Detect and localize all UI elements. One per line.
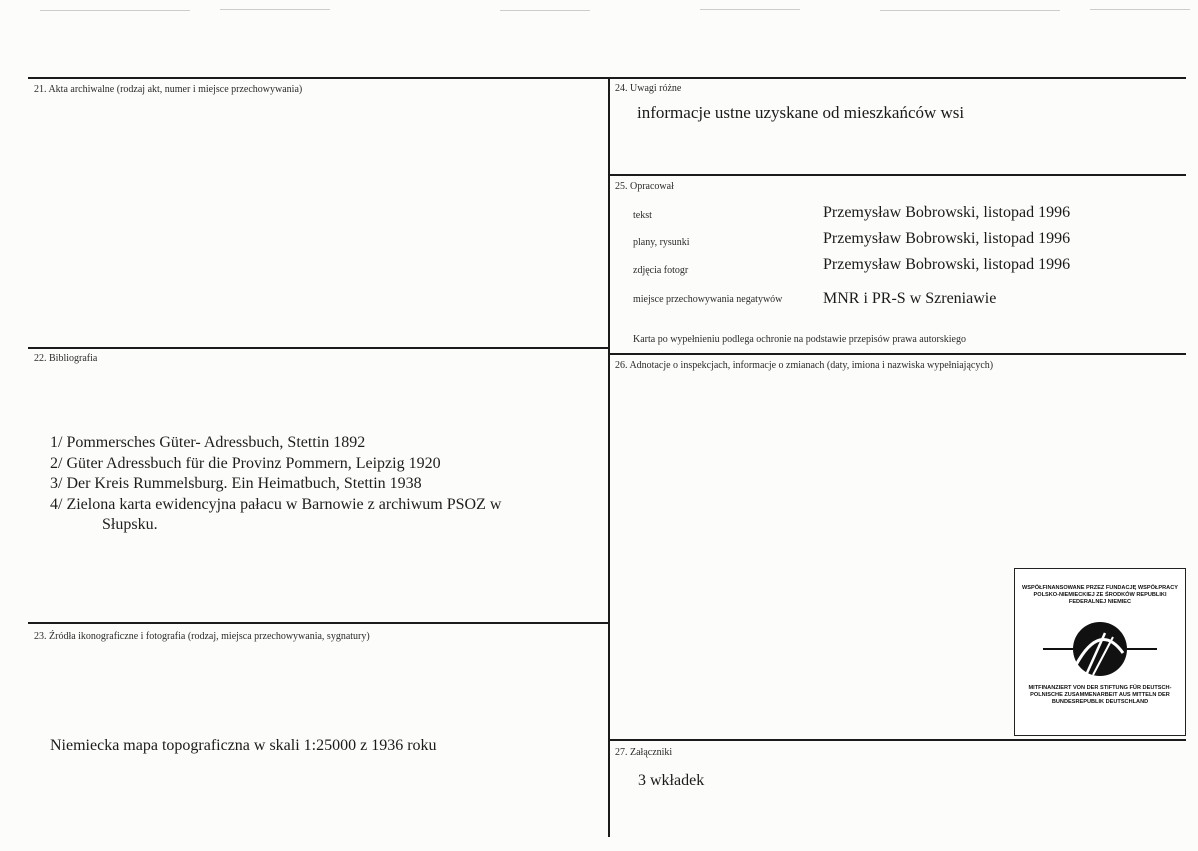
bibliography-item: 2/ Güter Adressbuch für die Provinz Pommern, Leipzig 1920 <box>50 454 441 472</box>
section-27-value: 3 wkładek <box>638 772 705 789</box>
section-24-label: 24. Uwagi różne <box>615 83 682 94</box>
bibliography-item-continuation: Słupsku. <box>102 516 158 533</box>
center-divider <box>608 77 610 837</box>
divider-26 <box>609 353 1186 355</box>
bibliography-item: 1/ Pommersches Güter- Adressbuch, Stettin 1892 <box>50 434 366 451</box>
scan-artifact-line <box>500 10 590 11</box>
scan-artifact-line <box>220 9 330 10</box>
divider-23 <box>28 622 609 624</box>
bridge-logo-icon <box>1043 619 1157 679</box>
author-row-label: miejsce przechowywania negatywów <box>633 294 783 305</box>
sponsor-text-polish: WSPÓŁFINANSOWANE PRZEZ FUNDACJĘ WSPÓŁPRACY POLSKO-NIEMIECKIEJ ZE ŚRODKÓW REPUBLIKI FEDERALNEJ NIEMIEC <box>1021 585 1178 605</box>
divider-22 <box>28 347 609 349</box>
bibliography-list <box>50 433 501 536</box>
section-23-label: 23. Źródła ikonograficzne i fotografia (rodzaj, miejsca przechowywania, sygnatury) <box>34 631 370 642</box>
scan-artifact-line <box>880 10 1060 11</box>
author-row-value: Przemysław Bobrowski, listopad 1996 <box>823 230 1071 247</box>
scan-artifact-line <box>700 9 800 10</box>
bibliography-item: 3/ Der Kreis Rummelsburg. Ein Heimatbuch, Stettin 1938 <box>50 475 422 492</box>
author-row-label: tekst <box>633 210 652 221</box>
section-21-label: 21. Akta archiwalne (rodzaj akt, numer i miejsce przechowywania) <box>34 84 303 95</box>
section-24-value: informacje ustne uzyskane od mieszkańców wsi <box>637 103 965 122</box>
sponsor-text-german: MITFINANZIERT VON DER STIFTUNG FÜR DEUTSCH-POLNISCHE ZUSAMMENARBEIT AUS MITTELN DER BUNDESREPUBLIK DEUTSCHLAND <box>1028 685 1172 705</box>
copyright-note: Karta po wypełnieniu podlega ochronie na podstawie przepisów prawa autorskiego <box>633 334 966 345</box>
scan-artifact-line <box>40 10 190 11</box>
bibliography-item: 4/ Zielona karta ewidencyjna pałacu w Barnowie z archiwum PSOZ w <box>50 495 502 513</box>
author-row-value: Przemysław Bobrowski, listopad 1996 <box>823 256 1071 273</box>
top-rule <box>28 77 1186 79</box>
divider-27 <box>609 739 1186 741</box>
author-row-label: zdjęcia fotogr <box>633 265 689 276</box>
sponsor-box <box>1014 568 1186 736</box>
section-25-label: 25. Opracował <box>615 181 674 192</box>
author-row-value: Przemysław Bobrowski, listopad 1996 <box>823 204 1071 221</box>
scan-artifact-line <box>1090 9 1190 10</box>
author-row-value: MNR i PR-S w Szreniawie <box>823 290 997 307</box>
section-23-value: Niemiecka mapa topograficzna w skali 1:25000 z 1936 roku <box>50 737 437 754</box>
section-27-label: 27. Załączniki <box>615 747 673 758</box>
author-row-label: plany, rysunki <box>633 237 690 248</box>
divider-25 <box>609 174 1186 176</box>
section-26-label: 26. Adnotacje o inspekcjach, informacje o zmianach (daty, imiona i nazwiska wypełniających) <box>615 360 994 371</box>
section-22-label: 22. Bibliografia <box>34 353 98 364</box>
